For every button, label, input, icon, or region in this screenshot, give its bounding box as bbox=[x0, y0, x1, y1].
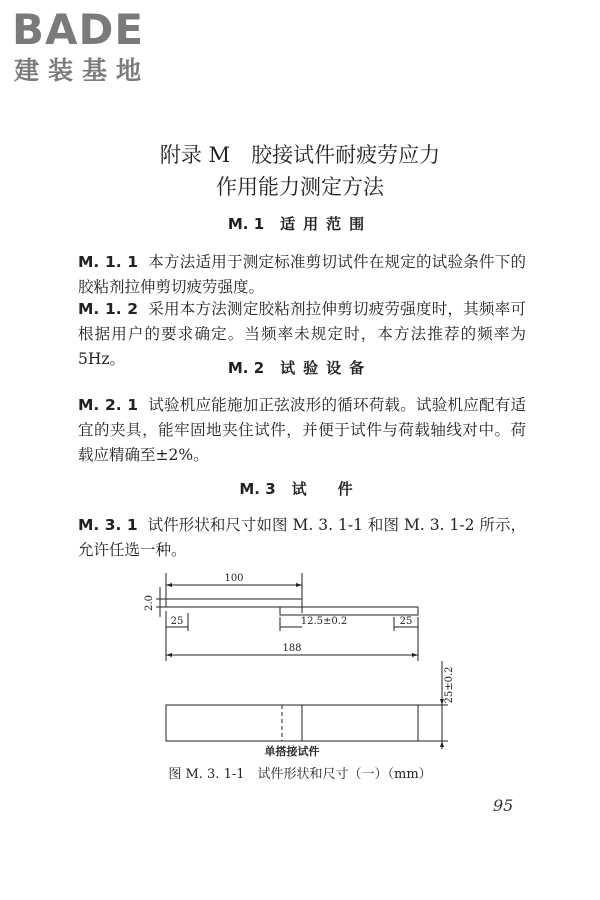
specimen-drawing bbox=[130, 565, 470, 765]
page-number: 95 bbox=[493, 796, 514, 815]
dim-right-grip-label: 25 bbox=[399, 616, 413, 627]
clause-text: 本方法适用于测定标准剪切试件在规定的试验条件下的胶粘剂拉伸剪切疲劳强度。 bbox=[78, 253, 526, 296]
clause-m-2-1 bbox=[78, 393, 526, 468]
logo-wordmark: BADE bbox=[12, 5, 145, 54]
figure-caption: 图 M. 3. 1-1 试件形状和尺寸（一）（mm） bbox=[168, 767, 432, 782]
dim-left-grip-label: 25 bbox=[170, 616, 184, 627]
logo-subtitle: 建装基地 bbox=[14, 56, 151, 85]
arrowhead bbox=[166, 653, 172, 657]
section-title: 试 件 bbox=[291, 480, 361, 498]
clause-number: M. 1. 2 bbox=[78, 300, 139, 318]
dim-188-label: 188 bbox=[282, 643, 302, 654]
bade-logo bbox=[12, 6, 182, 86]
upper-adherend bbox=[166, 599, 302, 607]
section-heading-m2 bbox=[0, 357, 600, 379]
section-number: M. 3 bbox=[239, 480, 276, 498]
section-number: M. 2 bbox=[227, 359, 265, 377]
plan-view-outline bbox=[166, 705, 418, 741]
clause-number: M. 3. 1 bbox=[78, 516, 138, 534]
clause-number: M. 1. 1 bbox=[78, 253, 139, 271]
dim-100-label: 100 bbox=[224, 573, 244, 584]
appendix-title-line-2: 作用能力测定方法 bbox=[216, 175, 384, 199]
dim-width-label: 25±0.2 bbox=[444, 666, 455, 704]
section-heading-m1 bbox=[0, 213, 600, 235]
section-heading-m3 bbox=[0, 478, 600, 500]
clause-text: 采用本方法测定胶粘剂拉伸剪切疲劳强度时，其频率可根据用户的要求确定。当频率未规定时，本方法推荐的频率为 5Hz。 bbox=[78, 300, 526, 368]
dim-thickness-label: 2.0 bbox=[144, 595, 155, 611]
section-title: 试验设备 bbox=[280, 359, 373, 377]
clause-text: 试件形状和尺寸如图 M. 3. 1-1 和图 M. 3. 1-2 所示，允许任选一种。 bbox=[78, 516, 526, 559]
dim-overlap-label: 12.5±0.2 bbox=[300, 616, 348, 627]
section-number: M. 1 bbox=[227, 215, 265, 233]
figure-subcaption: 单搭接试件 bbox=[264, 745, 320, 758]
arrowhead bbox=[296, 583, 302, 587]
arrowhead bbox=[412, 653, 418, 657]
clause-number: M. 2. 1 bbox=[78, 396, 139, 414]
arrowhead bbox=[166, 583, 172, 587]
clause-m-3-1 bbox=[78, 513, 526, 563]
arrowhead bbox=[440, 741, 444, 747]
clause-m-1-1 bbox=[78, 250, 526, 300]
clause-text: 试验机应能施加正弦波形的循环荷载。试验机应配有适宜的夹具，能牢固地夹住试件，并便于试件与荷载轴线对中。荷载应精确至±2%。 bbox=[78, 396, 526, 464]
lower-adherend bbox=[280, 607, 418, 615]
section-title: 适用范围 bbox=[280, 215, 373, 233]
appendix-title-line-1: 附录 M 胶接试件耐疲劳应力 bbox=[159, 143, 441, 167]
